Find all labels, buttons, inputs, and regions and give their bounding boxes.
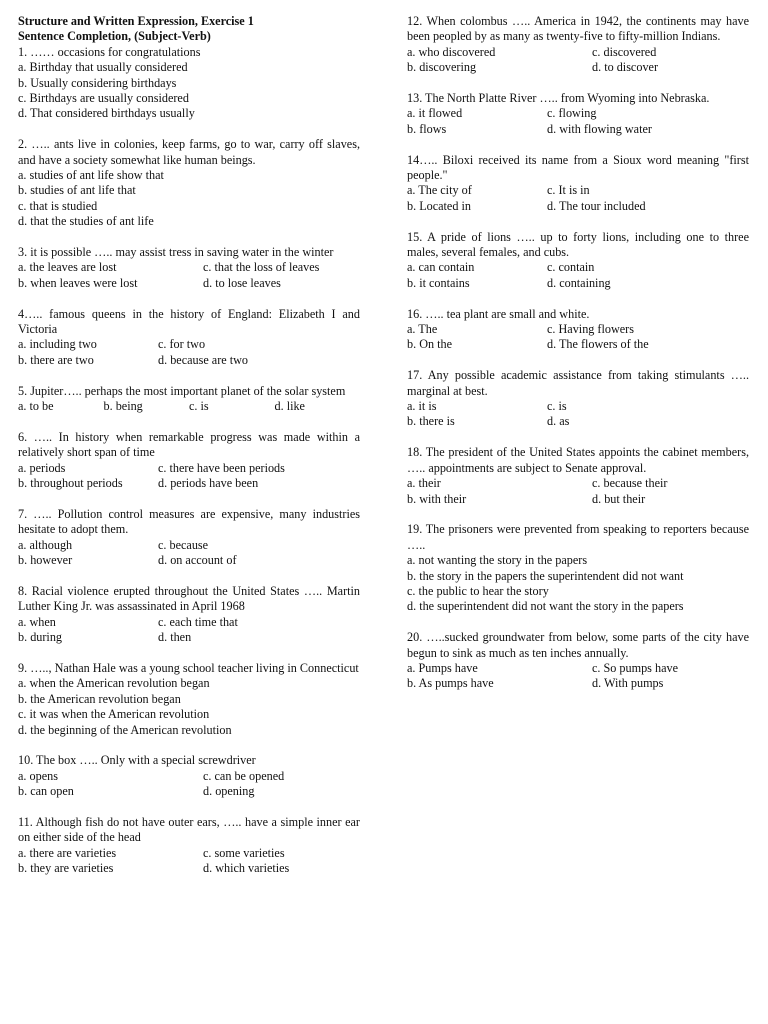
answer-options xyxy=(407,260,749,291)
question-stem: 16. ….. tea plant are small and white. xyxy=(407,306,590,321)
question-4 xyxy=(18,307,360,369)
option-a[interactable]: a. studies of ant life show that xyxy=(18,168,164,183)
question-13 xyxy=(407,91,749,137)
option-b[interactable]: b. the story in the papers the superintendent did not want xyxy=(407,568,684,583)
option-c[interactable]: c. can be opened xyxy=(203,768,285,783)
question-stem: 4….. famous queens in the history of England: Elizabeth I and Victoria xyxy=(18,306,360,337)
answer-options xyxy=(407,399,749,430)
option-b[interactable]: b. can open xyxy=(18,784,74,799)
option-d[interactable]: d. but their xyxy=(592,491,646,506)
option-b[interactable]: b. however xyxy=(18,553,73,568)
option-d[interactable]: d. to lose leaves xyxy=(203,275,281,290)
question-16 xyxy=(407,307,749,353)
answer-options xyxy=(18,337,360,368)
option-c[interactable]: c. discovered xyxy=(592,44,657,59)
option-c[interactable]: c. some varieties xyxy=(203,845,285,860)
question-6 xyxy=(18,430,360,492)
question-14 xyxy=(407,153,749,215)
option-c[interactable]: c. that is studied xyxy=(18,198,98,213)
option-b[interactable]: b. there are two xyxy=(18,352,94,367)
option-a[interactable]: a. The city of xyxy=(407,183,472,198)
option-c[interactable]: c. is xyxy=(547,399,567,414)
option-d[interactable]: d. which varieties xyxy=(203,861,290,876)
question-5 xyxy=(18,384,360,415)
option-c[interactable]: c. It is in xyxy=(547,183,590,198)
question-stem: 3. it is possible ….. may assist tress in saving water in the winter xyxy=(18,245,334,260)
question-stem: 9. ….., Nathan Hale was a young school teacher living in Connecticut xyxy=(18,660,359,675)
question-17 xyxy=(407,368,749,430)
option-c[interactable]: c. the public to hear the story xyxy=(407,583,549,598)
option-d[interactable]: d. like xyxy=(274,399,305,414)
question-11 xyxy=(18,815,360,877)
question-stem: 11. Although fish do not have outer ears, ….. have a simple inner ear on either side of the head xyxy=(18,814,360,845)
option-c[interactable]: c. for two xyxy=(158,337,206,352)
option-a[interactable]: a. including two xyxy=(18,337,97,352)
question-18 xyxy=(407,445,749,507)
option-b[interactable]: b. there is xyxy=(407,414,455,429)
question-7 xyxy=(18,507,360,569)
answer-options xyxy=(407,106,749,137)
question-stem: 7. ….. Pollution control measures are expensive, many industries hesitate to adopt them. xyxy=(18,506,360,537)
option-d[interactable]: d. opening xyxy=(203,784,255,799)
question-stem: 17. Any possible academic assistance from taking stimulants ….. marginal at best. xyxy=(407,368,749,398)
question-20 xyxy=(407,630,749,692)
answer-options xyxy=(18,461,360,492)
option-c[interactable]: c. each time that xyxy=(158,614,238,629)
question-stem: 19. The prisoners were prevented from speaking to reporters because ….. xyxy=(407,522,749,552)
question-stem: 10. The box ….. Only with a special screwdriver xyxy=(18,753,256,768)
question-stem: 20. …..sucked groundwater from below, some parts of the city have begun to sink as much as ten inches annually. xyxy=(407,630,749,660)
question-19 xyxy=(407,522,749,614)
answer-options xyxy=(407,183,749,214)
option-d[interactable]: d. with flowing water xyxy=(547,121,652,136)
question-8 xyxy=(18,584,360,646)
option-c[interactable]: c. flowing xyxy=(547,106,597,121)
option-b[interactable]: b. As pumps have xyxy=(407,676,494,691)
answer-options xyxy=(407,661,749,692)
worksheet-title xyxy=(18,14,360,45)
answer-options xyxy=(18,399,360,414)
option-b[interactable]: b. during xyxy=(18,630,63,645)
option-c[interactable]: c. So pumps have xyxy=(592,660,678,675)
option-d[interactable]: d. With pumps xyxy=(592,676,664,691)
option-c[interactable]: c. Having flowers xyxy=(547,322,634,337)
answer-options xyxy=(18,60,360,122)
answer-options xyxy=(18,168,360,230)
option-a[interactable]: a. who discovered xyxy=(407,44,496,59)
option-a[interactable]: a. although xyxy=(18,537,73,552)
option-d[interactable]: d. on account of xyxy=(158,553,237,568)
question-1 xyxy=(18,45,360,122)
option-a[interactable]: a. it is xyxy=(407,399,437,414)
question-stem: 1. …… occasions for congratulations xyxy=(18,44,201,59)
question-stem: 5. Jupiter….. perhaps the most important planet of the solar system xyxy=(18,383,346,398)
option-d[interactable]: d. the superintendent did not want the story in the papers xyxy=(407,599,684,614)
answer-options xyxy=(407,553,749,615)
option-a[interactable]: a. periods xyxy=(18,460,66,475)
option-b[interactable]: b. it contains xyxy=(407,275,470,290)
question-10 xyxy=(18,753,360,799)
question-stem: 15. A pride of lions ….. up to forty lions, including one to three males, several females, and cubs. xyxy=(407,229,749,260)
option-d[interactable]: d. periods have been xyxy=(158,476,259,491)
question-12 xyxy=(407,14,749,76)
option-a[interactable]: a. Birthday that usually considered xyxy=(18,60,188,75)
option-c[interactable]: c. it was when the American revolution xyxy=(18,707,210,722)
option-b[interactable]: b. Usually considering birthdays xyxy=(18,75,177,90)
option-b[interactable]: b. with their xyxy=(407,491,467,506)
question-stem: 14….. Biloxi received its name from a Sioux word meaning "first people." xyxy=(407,152,749,183)
option-a[interactable]: a. The xyxy=(407,322,438,337)
answer-options xyxy=(407,45,749,76)
question-3 xyxy=(18,245,360,291)
question-stem: 13. The North Platte River ….. from Wyoming into Nebraska. xyxy=(407,91,710,106)
option-d[interactable]: d. to discover xyxy=(592,60,659,75)
option-b[interactable]: b. On the xyxy=(407,337,453,352)
option-a[interactable]: a. can contain xyxy=(407,260,475,275)
left-column xyxy=(18,14,360,892)
answer-options xyxy=(18,615,360,646)
option-b[interactable]: b. they are varieties xyxy=(18,861,114,876)
option-a[interactable]: a. it flowed xyxy=(407,106,463,121)
option-a[interactable]: a. there are varieties xyxy=(18,845,117,860)
option-a[interactable]: a. their xyxy=(407,476,441,491)
option-b[interactable]: b. when leaves were lost xyxy=(18,275,138,290)
answer-options xyxy=(18,676,360,738)
option-d[interactable]: d. the beginning of the American revolution xyxy=(18,722,232,737)
option-d[interactable]: d. because are two xyxy=(158,352,249,367)
option-c[interactable]: c. that the loss of leaves xyxy=(203,260,320,275)
question-15 xyxy=(407,230,749,292)
question-stem: 12. When colombus ….. America in 1942, the continents may have been peopled by as many as twenty-five to fifty-million Indians. xyxy=(407,14,749,44)
option-c[interactable]: c. is xyxy=(189,399,209,414)
question-stem: 18. The president of the United States appoints the cabinet members, ….. appointments are subject to Senate approval. xyxy=(407,445,749,475)
option-d[interactable]: d. containing xyxy=(547,275,611,290)
option-b[interactable]: b. studies of ant life that xyxy=(18,183,136,198)
answer-options xyxy=(407,476,749,507)
question-9 xyxy=(18,661,360,738)
option-d[interactable]: d. That considered birthdays usually xyxy=(18,106,195,121)
answer-options xyxy=(18,769,360,800)
question-stem: 8. Racial violence erupted throughout the United States ….. Martin Luther King Jr. was assassinated in April 1968 xyxy=(18,583,360,614)
option-d[interactable]: d. The tour included xyxy=(547,198,646,213)
option-c[interactable]: c. because their xyxy=(592,476,668,491)
right-column xyxy=(407,14,749,707)
option-b[interactable]: b. Located in xyxy=(407,198,471,213)
option-c[interactable]: c. because xyxy=(158,537,209,552)
question-stem: 6. ….. In history when remarkable progress was made within a relatively short span of time xyxy=(18,429,360,460)
option-b[interactable]: b. throughout periods xyxy=(18,476,123,491)
option-a[interactable]: a. the leaves are lost xyxy=(18,260,117,275)
option-d[interactable]: d. as xyxy=(547,414,570,429)
option-d[interactable]: d. that the studies of ant life xyxy=(18,214,154,229)
option-b[interactable]: b. being xyxy=(103,399,143,414)
option-b[interactable]: b. flows xyxy=(407,121,447,136)
option-a[interactable]: a. when the American revolution began xyxy=(18,676,210,691)
option-c[interactable]: c. contain xyxy=(547,260,595,275)
option-d[interactable]: d. The flowers of the xyxy=(547,337,649,352)
option-a[interactable]: a. when xyxy=(18,614,56,629)
option-a[interactable]: a. opens xyxy=(18,768,58,783)
option-a[interactable]: a. Pumps have xyxy=(407,660,478,675)
title-line-2: Sentence Completion, (Subject-Verb) xyxy=(18,29,211,44)
option-b[interactable]: b. the American revolution began xyxy=(18,691,181,706)
option-a[interactable]: a. not wanting the story in the papers xyxy=(407,553,588,568)
question-stem: 2. ….. ants live in colonies, keep farms, go to war, carry off slaves, and have a society somewhat like human beings. xyxy=(18,137,360,167)
title-line-1: Structure and Written Expression, Exercise 1 xyxy=(18,14,254,28)
option-c[interactable]: c. there have been periods xyxy=(158,460,285,475)
option-d[interactable]: d. then xyxy=(158,630,192,645)
answer-options xyxy=(18,538,360,569)
answer-options xyxy=(18,846,360,877)
answer-options xyxy=(407,322,749,353)
option-a[interactable]: a. to be xyxy=(18,399,54,414)
option-b[interactable]: b. discovering xyxy=(407,60,477,75)
question-2 xyxy=(18,137,360,229)
option-c[interactable]: c. Birthdays are usually considered xyxy=(18,91,189,106)
answer-options xyxy=(18,260,360,291)
